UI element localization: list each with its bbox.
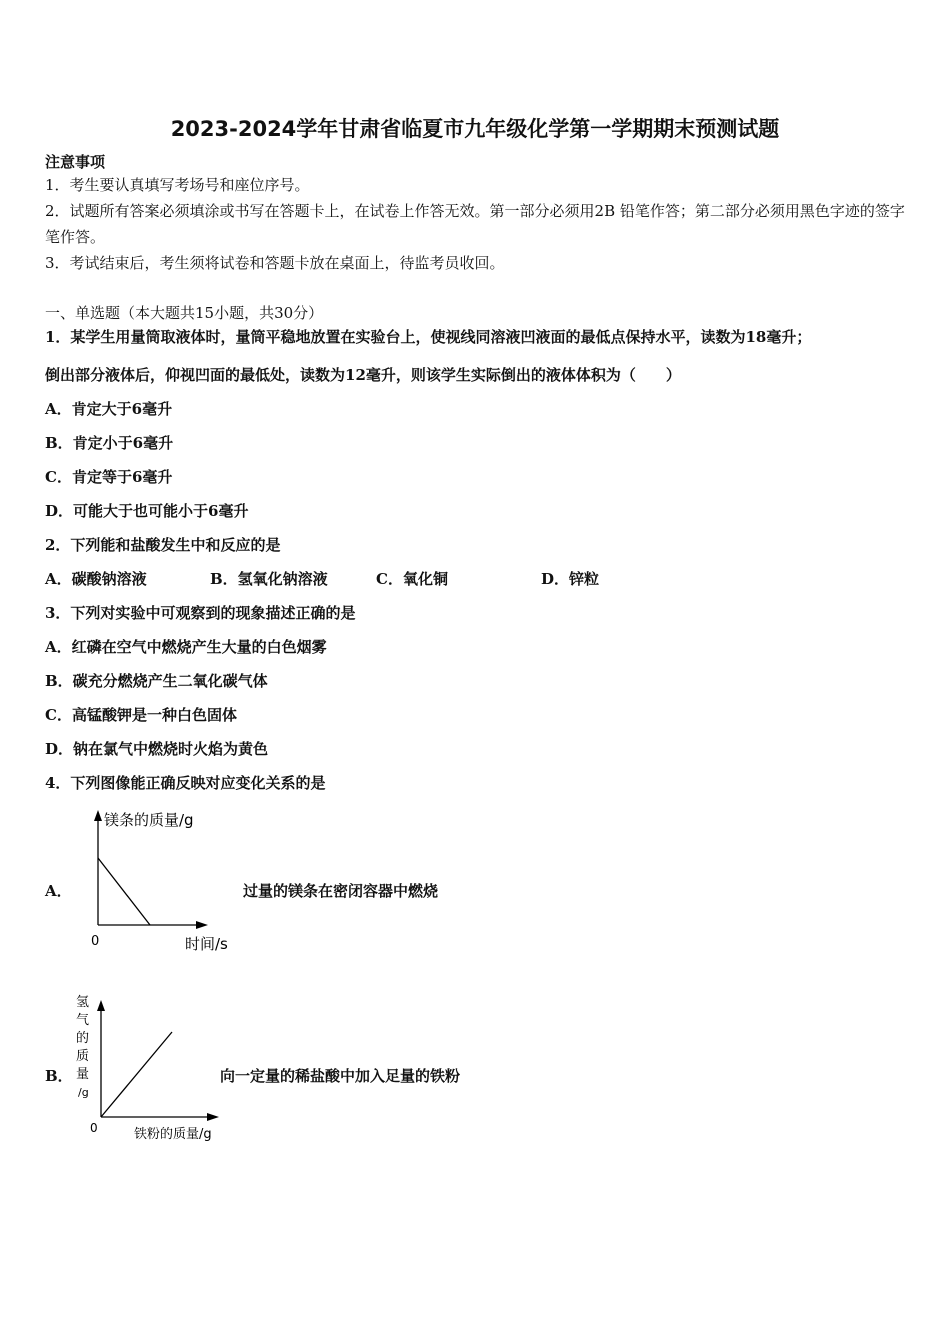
graph-a-x-arrow (196, 921, 208, 929)
question-3-option-d: D．钠在氯气中燃烧时火焰为黄色 (45, 740, 269, 758)
page-title: 2023-2024学年甘肃省临夏市九年级化学第一学期期末预测试题 (170, 117, 780, 141)
question-3-stem: 3．下列对实验中可观察到的现象描述正确的是 (45, 604, 356, 622)
question-1-option-d: D．可能大于也可能小于6毫升 (45, 502, 249, 520)
question-3-option-c: C．高锰酸钾是一种白色固体 (45, 706, 237, 724)
question-1-stem-line2: 倒出部分液体后，仰视凹面的最低处，读数为12毫升，则该学生实际倒出的液体体积为（ ） (45, 366, 681, 384)
graph-b-x-arrow (207, 1113, 219, 1121)
graph-a-origin: 0 (91, 934, 100, 949)
graph-b-ylabel-char: 量 (76, 1067, 90, 1082)
graph-b-origin: 0 (90, 1121, 98, 1135)
question-2-option-a: A．碳酸钠溶液 (45, 570, 147, 588)
graph-a (80, 805, 250, 955)
graph-b-line (101, 1032, 172, 1117)
graph-b-ylabel-char: 质 (76, 1049, 90, 1064)
question-2-option-d: D．锌粒 (541, 570, 600, 588)
graph-b (70, 990, 230, 1145)
graph-b-ylabel-char: 的 (76, 1031, 90, 1046)
section-heading: 一、单选题（本大题共15小题，共30分） (45, 304, 324, 322)
notice-heading: 注意事项 (45, 153, 106, 171)
question-1-option-a: A．肯定大于6毫升 (45, 400, 173, 418)
question-3-option-b: B．碳充分燃烧产生二氧化碳气体 (45, 672, 268, 690)
question-2-stem: 2．下列能和盐酸发生中和反应的是 (45, 536, 281, 554)
question-1-stem-line1: 1．某学生用量筒取液体时，量筒平稳地放置在实验台上，使视线同溶液凹液面的最低点保持水平，读数为18毫升； (45, 328, 812, 346)
graph-b-ylabel-char: /g (78, 1086, 89, 1099)
question-4-option-a-label: A． (45, 882, 72, 900)
question-4-option-a-desc: 过量的镁条在密闭容器中燃烧 (243, 882, 439, 900)
notice-item: 3．考试结束后，考生须将试卷和答题卡放在桌面上，待监考员收回。 (45, 254, 505, 272)
question-1-option-c: C．肯定等于6毫升 (45, 468, 173, 486)
question-2-option-c: C．氧化铜 (376, 570, 448, 588)
graph-b-ylabel-char: 氢 (76, 995, 90, 1010)
question-2-option-b: B．氢氧化钠溶液 (210, 570, 328, 588)
question-4-option-b-desc: 向一定量的稀盐酸中加入足量的铁粉 (220, 1067, 461, 1085)
graph-a-y-arrow (94, 810, 102, 821)
notice-list (45, 172, 907, 276)
question-4-stem: 4．下列图像能正确反映对应变化关系的是 (45, 774, 326, 792)
graph-a-ylabel: 镁条的质量/g (104, 811, 194, 829)
question-3-option-a: A．红磷在空气中燃烧产生大量的白色烟雾 (45, 638, 327, 656)
graph-a-xlabel: 时间/s (185, 935, 228, 953)
notice-item: 2．试题所有答案必须填涂或书写在答题卡上，在试卷上作答无效。第一部分必须用2B 铅笔作答；第二部分必须用黑色字迹的签字笔作答。 (45, 202, 905, 246)
question-4-option-b-label: B． (45, 1067, 73, 1085)
graph-b-ylabel-char: 气 (76, 1013, 90, 1028)
graph-b-xlabel: 铁粉的质量/g (134, 1127, 212, 1142)
question-1-option-b: B．肯定小于6毫升 (45, 434, 174, 452)
notice-item: 1．考生要认真填写考场号和座位序号。 (45, 176, 310, 194)
graph-b-y-arrow (97, 1000, 105, 1011)
graph-a-line (98, 858, 150, 925)
